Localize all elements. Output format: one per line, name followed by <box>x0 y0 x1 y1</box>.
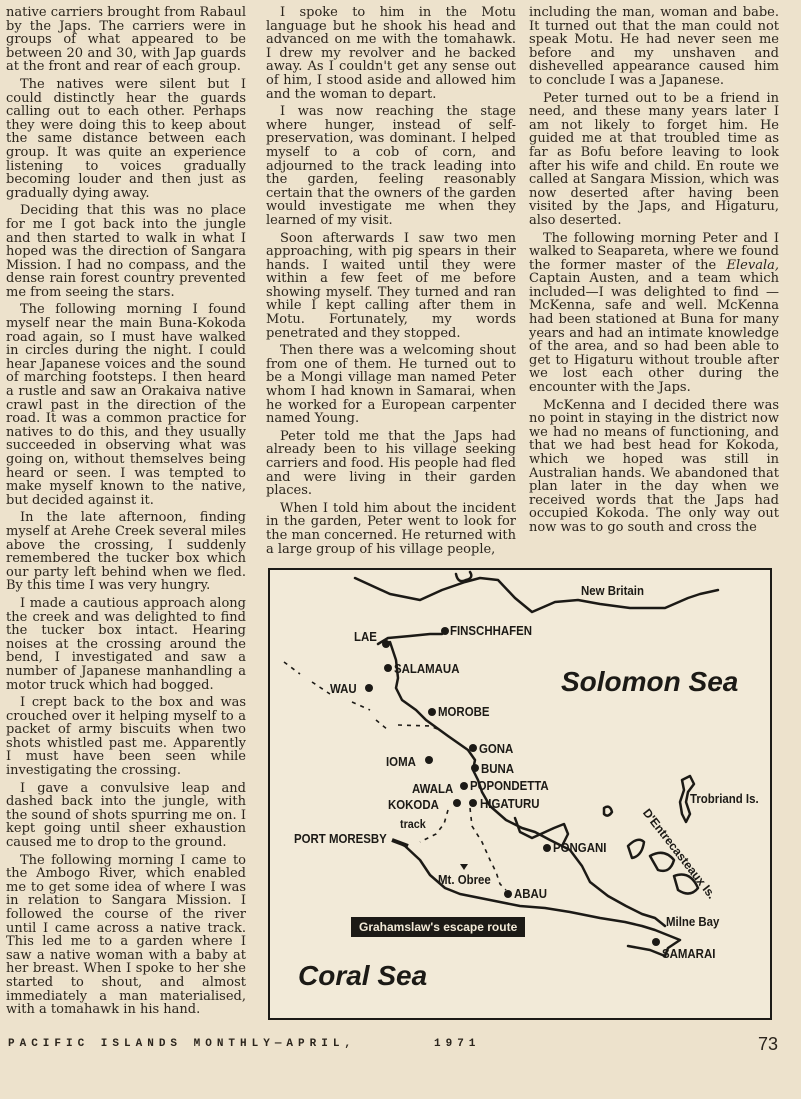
paragraph-text: McKenna and I decided there was no point in staying in the district now we had no means of functioning, and that we had best head for Kokoda, which we hoped was still in Australian hands. We abandoned that plan later in the day when we received words that the Japs had occupied Kokoda. The only way out now was to go south and cross the <box>529 397 779 535</box>
abau-dot <box>504 890 512 898</box>
port-moresby-coast <box>392 840 408 846</box>
paragraph <box>6 597 246 692</box>
mt-obree-marker <box>460 864 468 870</box>
morobe-dot <box>428 708 436 716</box>
paragraph-text: Soon afterwards I saw two men approaching, with pig spears in their hands. I waited until they were within a few feet of me before showing myself. They turned and ran while I kept calling after them in Motu. Fortunately, my words penetrated and they stopped. <box>266 230 516 341</box>
label-new-britain: New Britain <box>581 583 644 598</box>
paragraph <box>6 854 246 1017</box>
text-column-3 <box>529 6 779 539</box>
label-finschhafen: FINSCHHAFEN <box>450 623 532 638</box>
dentrecasteaux-island-1 <box>628 840 644 858</box>
popondetta-dot <box>460 782 468 790</box>
label-ioma: IOMA <box>386 754 416 769</box>
label-popondetta: POPONDETTA <box>470 778 549 793</box>
page-number: 73 <box>757 1034 778 1054</box>
paragraph-text: I was now reaching the stage where hunger, instead of self-preservation, was dominant. I helped myself to a cob of corn, and adjourned to the track leading into the garden, feeling reasonably certain that the owners of the garden would investigate me when they learned of my visit. <box>266 104 516 228</box>
paragraph-text: native carriers brought from Rabaul by the Japs. The carriers were in groups of what appeared to be between 20 and 30, with Jap guards at the front and rear of each group. <box>6 5 246 75</box>
new-britain-tip <box>456 572 471 581</box>
kokoda-dot <box>453 799 461 807</box>
paragraph <box>6 511 246 593</box>
paragraph <box>6 303 246 507</box>
label-wau: WAU <box>330 681 357 696</box>
paragraph <box>6 78 246 200</box>
label-milne-bay: Milne Bay <box>666 914 720 929</box>
coral-sea-label: Coral Sea <box>298 960 428 991</box>
page-footer <box>8 1034 778 1054</box>
paragraph-text: I crept back to the box and was crouched over it helping myself to a packet of army biscuits when two shots whistled past me. Apparently I must have been seen while investigating the crossing. <box>6 695 246 779</box>
wau-dot <box>365 684 373 692</box>
label-dentrecasteaux: D'Entrecasteaux Is. <box>639 806 719 902</box>
paragraph <box>266 105 516 227</box>
paragraph <box>529 399 779 535</box>
paragraph <box>266 344 516 426</box>
map-legend: Grahamslaw's escape route <box>351 917 525 937</box>
paragraph-text: including the man, woman and babe. It turned out that the man could not speak Motu. He had never seen me before and my unshaven and dishevelled appearance caused him to conclude I was a Japanese. <box>529 5 779 88</box>
ioma-dot <box>425 756 433 764</box>
route-dashes-north <box>284 662 388 730</box>
footer-publication: PACIFIC ISLANDS MONTHLY—APRIL, <box>8 1038 357 1050</box>
small-island <box>604 807 612 816</box>
paragraph <box>266 6 516 101</box>
paragraph-text: Peter turned out to be a friend in need, and these many years later I am not likely to forget him. He guided me at that troubled time as far as Bofu before leaving to look after his wife and child. En route we called at Sangara Mission, which was now deserted after having been visited by the Japs, and Higaturu, also deserted. <box>529 90 779 228</box>
label-kokoda: KOKODA <box>388 797 439 812</box>
footer-year: 1971 <box>434 1038 481 1050</box>
paragraph <box>6 6 246 74</box>
label-mt-obree: Mt. Obree <box>438 872 491 887</box>
buna-dot <box>471 764 479 772</box>
paragraph-text: The following morning Peter and I walked to Seapareta, where we found the former master of the <box>529 230 779 273</box>
label-track: track <box>400 817 426 831</box>
label-morobe: MOROBE <box>438 704 490 719</box>
paragraph <box>529 92 779 228</box>
pongani-dot <box>543 844 551 852</box>
dentrecasteaux-island-2 <box>650 853 674 871</box>
paragraph <box>6 204 246 299</box>
paragraph-text: Then there was a welcoming shout from one of them. He turned out to be a Mongi village man named Peter whom I had known in Samarai, when he worked for a European carpenter named Young. <box>266 343 516 427</box>
paragraph-text: I spoke to him in the Motu language but he shook his head and advanced on me with the tomahawk. I drew my revolver and he backed away. As I couldn't get any sense out of him, I stood aside and allowed him and the woman to depart. <box>266 5 516 102</box>
paragraph <box>266 430 516 498</box>
text-column-1 <box>6 6 246 1021</box>
paragraph-text: When I told him about the incident in the garden, Peter went to look for the man concerned. He returned with a large group of his village people, <box>266 500 516 557</box>
paragraph-text: In the late afternoon, finding myself at Arehe Creek several miles above the crossing, I suddenly remembered the tucker box which our party left behind when we fled. By this time I was very hungry. <box>6 510 246 594</box>
new-britain-coast <box>355 578 718 612</box>
ship-name: Elevala, <box>726 257 779 273</box>
paragraph <box>266 232 516 341</box>
paragraph-text: I made a cautious approach along the creek and was delighted to find the tucker box intact. Hearing noises at the crossing around the bend, I investigated and saw a number of Japanese manhandling a motor truck which had bogged. <box>6 595 246 693</box>
paragraph <box>529 232 779 395</box>
label-lae: LAE <box>354 629 377 644</box>
paragraph <box>266 502 516 556</box>
samarai-dot <box>652 938 660 946</box>
gona-dot <box>469 744 477 752</box>
finschhafen-dot <box>441 627 449 635</box>
paragraph <box>529 6 779 88</box>
label-buna: BUNA <box>481 761 515 776</box>
paragraph-text: The following morning I came to the Ambogo River, which enabled me to get some idea of where I was in relation to Sangara Mission. I followed the course of the river until I came across a native track. This led me to a garden where I saw a native woman with a baby at her breast. When I spoke to her she started to shout, and almost immediately a man materialised, with a tomahawk in his hand. <box>6 852 246 1018</box>
label-awala: AWALA <box>412 781 454 796</box>
paragraph-text: The following morning I found myself near the main Buna-Kokoda road again, so I must have walked in circles during the night. I could hear Japanese voices and the sound of marching footsteps. I then heard a rustle and saw an Orakaiva native crawl past in the direction of the road. It was a common practice for natives to do this, and they usually succeeded in observing what was going on, without themselves being heard or seen. I was tempted to make myself known to the native, but decided against it. <box>6 302 246 508</box>
label-samarai: SAMARAI <box>662 946 716 961</box>
paragraph <box>6 696 246 778</box>
label-higaturu: HIGATURU <box>480 796 540 811</box>
salamaua-dot <box>384 664 392 672</box>
solomon-sea-label: Solomon Sea <box>561 666 739 697</box>
paragraph <box>6 782 246 850</box>
escape-route-map <box>268 568 772 1020</box>
label-gona: GONA <box>479 741 514 756</box>
paragraph-text: Deciding that this was no place for me I got back into the jungle and then started to walk in what I hoped was the direction of Sangara Mission. I had no compass, and the dense rain forest country prevented me from seeing the stars. <box>6 203 246 300</box>
lae-dot <box>382 640 390 648</box>
paragraph-text: I gave a convulsive leap and dashed back into the jungle, with the sound of shots spurring me on. I kept going until sheer exhaustion caused me to drop to the ground. <box>6 780 246 851</box>
paragraph-text: The natives were silent but I could distinctly hear the guards calling out to each other. Perhaps they were doing this to keep about the same distance between each group. It was quite an experience listening to voices gradually becoming louder and then just as gradually dying away. <box>6 76 246 201</box>
label-port-moresby: PORT MORESBY <box>294 831 387 846</box>
paragraph-text: Peter told me that the Japs had already been to his village seeking carriers and food. His people had fled and were living in their garden places. <box>266 428 516 499</box>
text-column-2 <box>266 6 516 560</box>
label-salamaua: SALAMAUA <box>394 661 460 676</box>
higaturu-dot <box>469 799 477 807</box>
label-abau: ABAU <box>514 886 548 901</box>
paragraph-text: Captain Austen, and a team which included—I was delighted to find — McKenna, safe and well. McKenna had been stationed at Buna for many years and had an intimate knowledge of the area, and so had been able to get to Higaturu without trouble after we lost each other during the encounter with the Japs. <box>529 271 779 396</box>
label-trobriand: Trobriand Is. <box>690 791 759 806</box>
label-pongani: PONGANI <box>553 840 607 855</box>
